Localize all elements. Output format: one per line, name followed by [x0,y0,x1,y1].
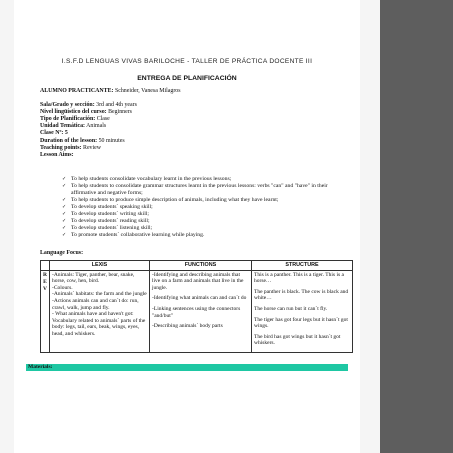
lexis-item: -Animals´ habitats: the farm and the jungle [52,291,147,298]
language-focus-label: Language Focus: [40,250,84,256]
lexis-item: -Animals: Tiger, panther, bear, snake, horse, cow, hen, bird. [52,271,135,285]
type-label: Tipo de Planificación: [40,116,96,123]
level-line [40,109,350,116]
aim-item: ✓ To promote students´ collaborative learning while playing. [62,232,205,238]
unit-value: Animals [86,123,107,130]
student-label: ALUMNO PRACTICANTE: [40,88,114,94]
function-item: -Linking sentences using the connectors "and/but" [152,305,241,319]
room-value: 3rd and 4th years [96,102,137,109]
document-title: ENTREGA DE PLANIFICACIÓN [137,75,237,82]
document-page [14,0,360,453]
check-icon: ✓ [62,211,67,217]
check-icon: ✓ [62,204,67,210]
aim-item: ✓ To develop students´ reading skill; [62,218,150,224]
institution-header: I.S.F.D LENGUAS VIVAS BARILOCHE - TALLER DE PRÁCTICA DOCENTE III [61,58,313,65]
function-item: -Identifying what animals can and can´t do [152,295,247,302]
structure-cell [252,270,353,352]
level-value: Beginners [108,109,132,116]
type-value: Clase [96,116,110,123]
class-line [40,130,350,137]
unit-label: Unidad Temática: [40,123,86,130]
check-icon: ✓ [62,225,67,231]
class-value: 5 [64,130,68,137]
duration-line [40,138,350,145]
class-label: Clase Nº: [40,130,64,137]
check-icon: ✓ [62,232,67,238]
duration-label: Duration of the lesson: [40,137,98,144]
lexis-cell [50,270,150,352]
header-structure: STRUCTURE [252,261,353,271]
aims-label-line [40,152,350,159]
aim-item: ✓ To help students to consolidate grammar structures learnt in the previous lessons: verbs "can" and "have" in their affirmative and negative forms; [62,183,328,196]
points-label: Teaching points: [40,144,82,151]
check-icon: ✓ [62,183,67,189]
aims-label: Lesson Aims: [40,151,74,158]
function-item: -Identifying and describing animals that live on a farm and animals that live in the jungle. [152,271,244,291]
duration-value: 50 minutes [98,137,125,144]
table-row [41,270,353,352]
type-line [40,116,350,123]
structure-item: The bird has got wings but it hasn´t got whiskers. [254,333,341,347]
comments-sidebar [380,0,453,453]
function-item: -Describing animals´ body parts [152,323,223,330]
structure-item: The tiger has got four legs but it hasn´t got wings. [254,316,348,330]
lexis-item: -Colours. [52,284,73,291]
lesson-info [40,88,350,159]
check-icon: ✓ [62,176,67,182]
language-focus-table [40,260,353,353]
header-functions: FUNCTIONS [150,261,252,271]
table-header-row [41,261,353,271]
student-value: Schneider, Vanesa Milagros [114,88,181,94]
student-line [40,88,350,95]
aim-item: ✓ To develop students´ speaking skill; [62,204,153,210]
aim-item: ✓ To develop students´ writing skill; [62,211,149,217]
header-cell-empty [41,261,50,271]
lesson-aims-list [62,176,352,239]
unit-line [40,123,350,130]
check-icon: ✓ [62,218,67,224]
room-label: Sala/Grado y sección: [40,102,95,109]
rev-cell: R E V [41,270,50,352]
lexis-item: - What animals have and haven't got: Vocabulary related to animals´ parts of the body: legs, tail, ears, beak, wings, eyes, head, and whiskers. [52,311,146,337]
level-label: Nivel lingüístico del curso: [40,109,107,116]
materials-bar: Materials: [26,364,348,371]
header-lexis: LEXIS [50,261,150,271]
structure-item: This is a panther. This is a tiger. This is a horse… [254,271,344,285]
points-value: Review [83,144,102,151]
functions-cell [150,270,252,352]
lexis-item: -Actions animals can and can´t do: run, crawl, walk, jump and fly. [52,297,139,311]
points-line [40,145,350,152]
structure-item: The panther is black. The cow is black and white… [254,288,349,302]
aim-item: ✓ To help students consolidate vocabulary learnt in the previous lessons; [62,176,232,182]
room-line [40,102,350,109]
structure-item: The horse can run but it can´t fly. [254,305,328,312]
check-icon: ✓ [62,197,67,203]
aim-item: ✓ To develop students´ listening skill; [62,225,153,231]
aim-item: ✓ To help students to produce simple description of animals, including what they have learnt; [62,197,279,203]
